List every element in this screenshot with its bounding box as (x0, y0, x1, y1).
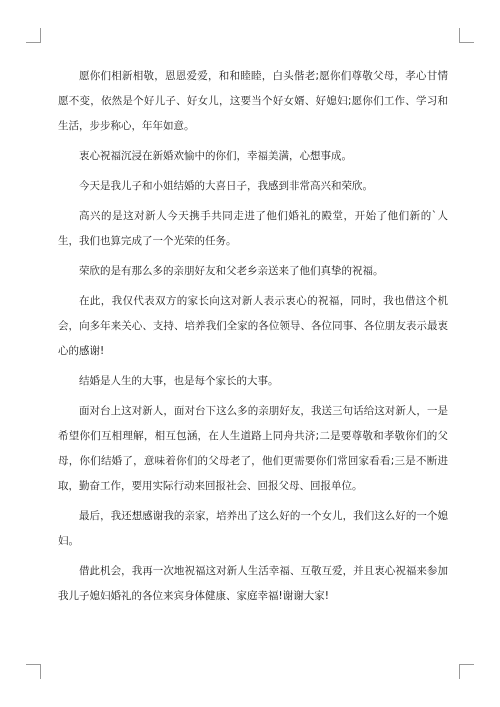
paragraph: 结婚是人生的大事，也是每个家长的大事。 (79, 375, 279, 387)
paragraph: 高兴的是这对新人今天携手共同走进了他们婚礼的殿堂，开始了他们新的`人生，我们也算完成了一个光荣的任务。 (58, 210, 448, 247)
page-corner-mark-bottom-left (26, 664, 41, 679)
paragraph: 借此机会，我再一次地祝福这对新人生活幸福、互敬互爱，并且衷心祝福来参加我儿子媳妇婚礼的各位来宾身体健康、家庭幸福!谢谢大家! (58, 565, 448, 602)
paragraph: 今天是我儿子和小姐结婚的大喜日子，我感到非常高兴和荣欣。 (79, 180, 373, 192)
paragraph: 面对台上这对新人，面对台下这么多的亲朋好友，我送三句话给这对新人，一是希望你们互相理解，相互包涵，在人生道路上同舟共济;二是要尊敬和孝敬你们的父母，你们结婚了，意味着你们的父母老了，他们更需要你们常回家看看;三是不断进取，勤奋工作，要用实际行动来回报社会、回报父母、回报单位。 (58, 405, 448, 492)
paragraph: 愿你们相新相敬，恩恩爱爱，和和睦睦，白头偕老;愿你们尊敬父母，孝心甘情愿不变，依然是个好儿子、好女儿，这要当个好女婿、好媳妇;愿你们工作、学习和生活，步步称心，年年如意。 (58, 70, 448, 132)
paragraph: 在此，我仅代表双方的家长向这对新人表示衷心的祝福，同时，我也借这个机会，向多年来关心、支持、培养我们全家的各位领导、各位同事、各位朋友表示最衷心的感谢! (58, 295, 448, 357)
paragraph: 衷心祝福沉浸在新婚欢愉中的你们，幸福美满，心想事成。 (79, 150, 352, 162)
paragraph: 荣欣的是有那么多的亲朋好友和父老乡亲送来了他们真挚的祝福。 (79, 265, 384, 277)
page-corner-mark-top-right (459, 28, 474, 43)
page-corner-mark-top-left (26, 28, 41, 43)
document-body (58, 64, 448, 614)
paragraph: 最后，我还想感谢我的亲家，培养出了这么好的一个女儿，我们这么好的一个媳妇。 (58, 510, 448, 547)
page-corner-mark-bottom-right (459, 664, 474, 679)
